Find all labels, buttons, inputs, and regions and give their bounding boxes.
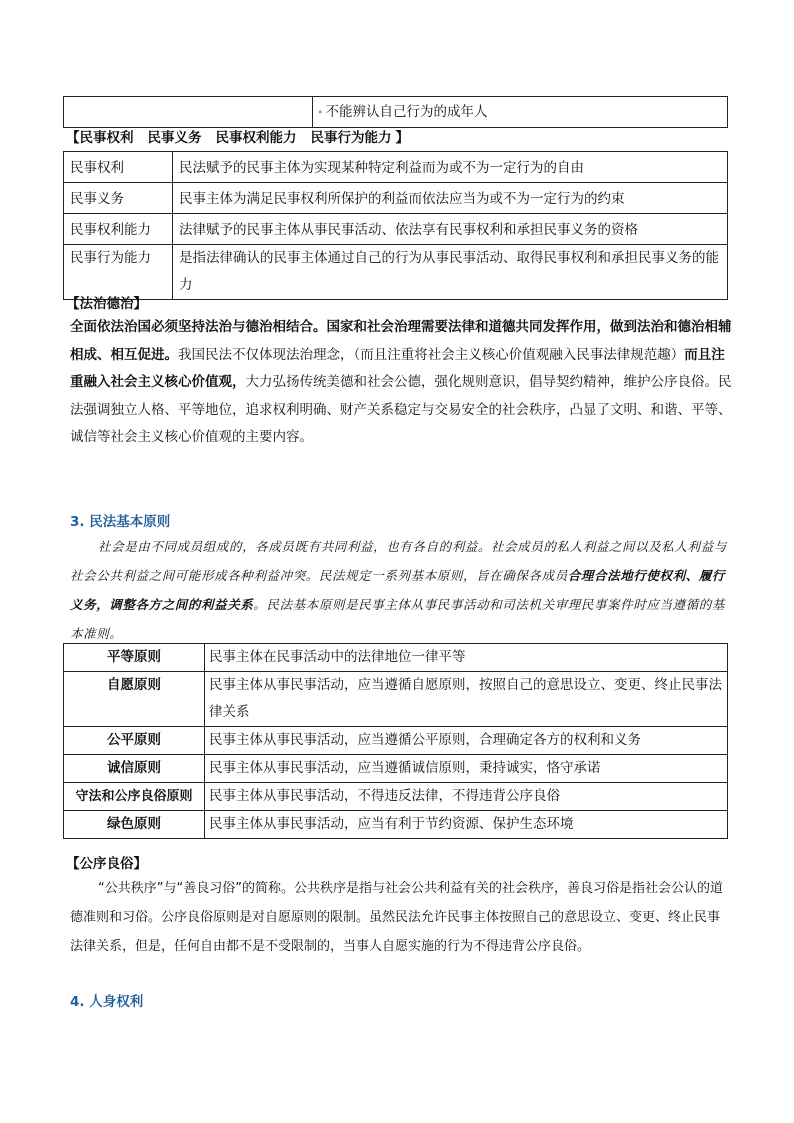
principle-desc: 民事主体从事民事活动，应当遵循公平原则，合理确定各方的权利和义务	[205, 727, 728, 755]
section-3-paragraph: 社会是由不同成员组成的，各成员既有共同利益，也有各自的利益。社会成员的私人利益之间以及私人利益与社会公共利益之间可能形成各种利益冲突。民法规定一系列基本原则，旨在确保各成员合理合法地行使权利、履行义务，调整各方之间的利益关系。民法基本原则是民事主体从事民事活动和司法机关审理民事案件时应当遵循的基本准则。	[70, 539, 727, 641]
principles-table	[63, 643, 728, 839]
definition-term: 民事权利	[64, 152, 173, 183]
table-row	[64, 152, 728, 183]
principle-desc: 民事主体从事民事活动，应当遵循自愿原则，按照自己的意思设立、变更、终止民事法律关系	[205, 672, 728, 727]
table-row	[64, 783, 728, 811]
definition-desc: 法律赋予的民事主体从事民事活动、依法享有民事权利和承担民事义务的资格	[173, 214, 728, 245]
public-order-title: 【公序良俗】	[66, 856, 147, 872]
principle-name: 守法和公序良俗原则	[64, 783, 205, 811]
top-right-text: 不能辨认自己行为的成年人	[325, 104, 488, 120]
public-order-paragraph: “公共秩序”与“善良习俗”的简称。公共秩序是指与社会公共利益有关的社会秩序，善良习俗是指社会公认的道德准则和习俗。公序良俗原则是对自愿原则的限制。虽然民法允许民事主体按照自己的意思设立、变更、终止民事法律关系，但是，任何自由都不是不受限制的，当事人自愿实施的行为不得违背公序良俗。	[70, 881, 723, 954]
table-row	[64, 727, 728, 755]
principle-name: 自愿原则	[64, 672, 205, 727]
definition-desc: 民法赋予的民事主体为实现某种特定利益而为或不为一定行为的自由	[173, 152, 728, 183]
principle-name: 诚信原则	[64, 755, 205, 783]
table-row	[64, 755, 728, 783]
principle-name: 绿色原则	[64, 811, 205, 839]
principle-desc: 民事主体从事民事活动，不得违反法律，不得违背公序良俗	[205, 783, 728, 811]
definition-desc: 民事主体为满足民事权利所保护的利益而依法应当为或不为一定行为的约束	[173, 183, 728, 214]
table-row	[64, 183, 728, 214]
top-left-cell	[64, 97, 313, 128]
definition-desc: 是指法律确认的民事主体通过自己的行为从事民事活动、取得民事权利和承担民事义务的能力	[173, 245, 728, 300]
definitions-table	[63, 151, 728, 300]
bullet-dot-icon: •	[317, 106, 324, 119]
table-row	[64, 214, 728, 245]
section-4-heading: 4. 人身权利	[70, 994, 144, 1010]
table-row	[64, 245, 728, 300]
top-table-row	[63, 96, 728, 128]
principle-name: 平等原则	[64, 644, 205, 672]
principle-desc: 民事主体从事民事活动，应当有利于节约资源、保护生态环境	[205, 811, 728, 839]
definition-term: 民事行为能力	[64, 245, 173, 300]
table-row	[64, 644, 728, 672]
table-row	[64, 672, 728, 727]
top-right-cell	[313, 97, 728, 128]
principle-name: 公平原则	[64, 727, 205, 755]
concepts-bracket-title: 【民事权利 民事义务 民事权利能力 民事行为能力 】	[66, 130, 409, 146]
rule-of-law-title: 【法治德治】	[66, 296, 147, 312]
definition-term: 民事义务	[64, 183, 173, 214]
rule-of-law-paragraph: 全面依法治国必须坚持法治与德治相结合。国家和社会治理需要法律和道德共同发挥作用，做到法治和德治相辅相成、相互促进。我国民法不仅体现法治理念，（而且注重将社会主义核心价值观融入民事法律规范趣）而且注重融入社会主义核心价值观，大力弘扬传统美德和社会公德，强化规则意识，倡导契约精神，维护公序良俗。民法强调独立人格、平等地位，追求权利明确、财产关系稳定与交易安全的社会秩序，凸显了文明、和谐、平等、诚信等社会主义核心价值观的主要内容。	[70, 319, 732, 445]
principle-desc: 民事主体从事民事活动，应当遵循诚信原则，秉持诚实，恪守承诺	[205, 755, 728, 783]
definition-term: 民事权利能力	[64, 214, 173, 245]
table-row	[64, 811, 728, 839]
section-3-heading: 3. 民法基本原则	[70, 514, 171, 530]
principle-desc: 民事主体在民事活动中的法律地位一律平等	[205, 644, 728, 672]
